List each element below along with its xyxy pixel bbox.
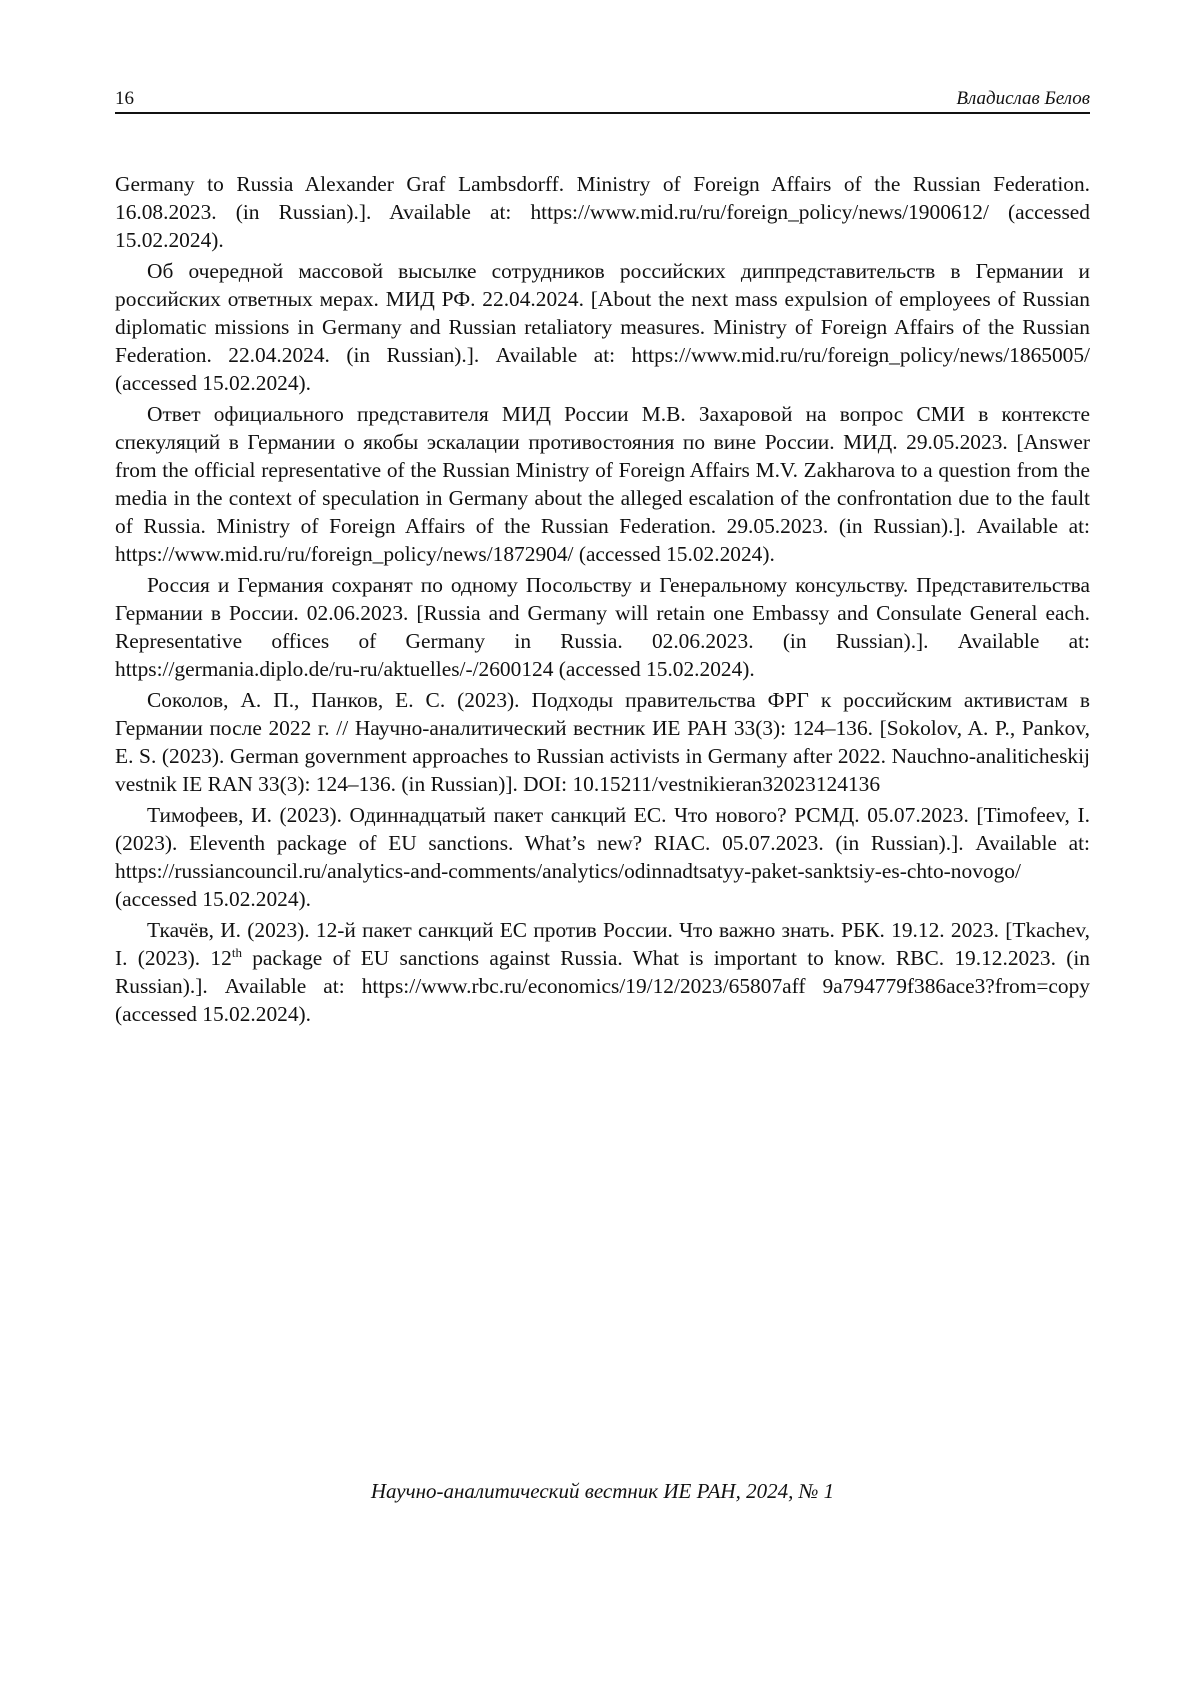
reference-list bbox=[115, 170, 1090, 1031]
reference-entry bbox=[115, 916, 1090, 1028]
ordinal-superscript: th bbox=[231, 944, 242, 960]
page-number: 16 bbox=[115, 88, 134, 109]
reference-entry: Соколов, А. П., Панков, Е. С. (2023). Подходы правительства ФРГ к российским активистам в Германии после 2022 г. // Научно-аналитический вестник ИЕ РАН 33(3): 124–136. [Sokolov, A. P., Pankov, E. S. (2023). German government approaches to Russian activists in Germany after 2022. Nauchno-analiticheskij vestnik IE RAN 33(3): 124–136. (in Russian)]. DOI: 10.15211/vestnikieran32023124136 bbox=[115, 688, 1090, 796]
reference-entry: Россия и Германия сохранят по одному Посольству и Генеральному консульству. Представительства Германии в России. 02.06.2023. [Russia and Germany will retain one Embassy and Consulate General each. Representative offices of Germany in Russia. 02.06.2023. (in Russian).]. Available at: https://germania.diplo.de/ru-ru/aktuelles/-/2600124 (accessed 15.02.2024). bbox=[115, 573, 1090, 681]
reference-entry: Ответ официального представителя МИД России М.В. Захаровой на вопрос СМИ в контексте спекуляций в Германии о якобы эскалации противостояния по вине России. МИД. 29.05.2023. [Answer from the official representative of the Russian Ministry of Foreign Affairs M.V. Zakharova to a question from the media in the context of speculation in Germany about the alleged escalation of the confrontation due to the fault of Russia. Ministry of Foreign Affairs of the Russian Federation. 29.05.2023. (in Russian).]. Available at: https://www.mid.ru/ru/foreign_policy/news/1872904/ (accessed 15.02.2024). bbox=[115, 402, 1090, 566]
running-header-author: Владислав Белов bbox=[956, 88, 1090, 109]
reference-text-before-superscript: Ткачёв, И. (2023). 12-й пакет санкций ЕС против России. Что важно знать. РБК. 19.12. 2023. [Tkachev, I. (2023). 12 bbox=[115, 918, 1090, 970]
reference-text-after-superscript: package of EU sanctions against Russia. What is important to know. RBC. 19.12.2023. (in Russian).]. Available at: https://www.rbc.ru/economics/19/12/2023/65807aff 9a794779f386ace3?from=copy (accessed 15.02.2024). bbox=[115, 946, 1090, 1026]
reference-entry: Тимофеев, И. (2023). Одиннадцатый пакет санкций ЕС. Что нового? РСМД. 05.07.2023. [Timofeev, I. (2023). Eleventh package of EU sanctions. What’s new? RIAC. 05.07.2023. (in Russian).]. Available at: https://russiancouncil.ru/analytics-and-comments/analytics/odinnadtsatyy-paket-sanktsiy-es-chto-novogo/ (accessed 15.02.2024). bbox=[115, 803, 1090, 911]
journal-footer: Научно-аналитический вестник ИЕ РАН, 2024, № 1 bbox=[370, 1479, 835, 1503]
running-header bbox=[115, 84, 1090, 114]
reference-entry: Об очередной массовой высылке сотрудников российских диппредставительств в Германии и российских ответных мерах. МИД РФ. 22.04.2024. [About the next mass expulsion of employees of Russian diplomatic missions in Germany and Russian retaliatory measures. Ministry of Foreign Affairs of the Russian Federation. 22.04.2024. (in Russian).]. Available at: https://www.mid.ru/ru/foreign_policy/news/1865005/ (accessed 15.02.2024). bbox=[115, 259, 1090, 395]
reference-entry: Germany to Russia Alexander Graf Lambsdorff. Ministry of Foreign Affairs of the Russian Federation. 16.08.2023. (in Russian).]. Available at: https://www.mid.ru/ru/foreign_policy/news/1900612/ (accessed 15.02.2024). bbox=[115, 172, 1090, 252]
